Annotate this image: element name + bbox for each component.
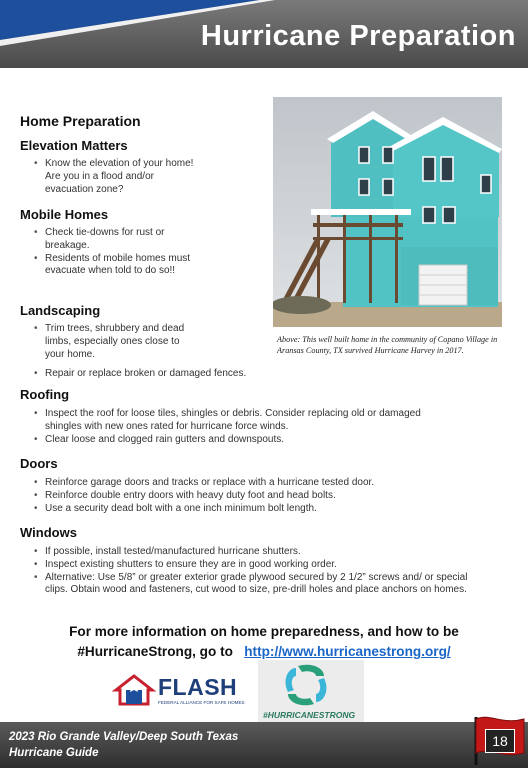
section-windows-title: Windows — [20, 525, 77, 540]
section-roofing-title: Roofing — [20, 387, 70, 402]
page-footer — [0, 722, 528, 768]
list-item: • Alternative: Use 5/8” or greater exterior grade plywood secured by 2 1/2” screws and/ or special clips. Obtain wood and fasteners, cut wood to size, pre-drill holes and place anchors on homes. — [34, 572, 474, 598]
house-photo — [273, 97, 502, 327]
more-info-prefix: #HurricaneStrong, go to — [77, 644, 233, 659]
footer-guide-title: 2023 Rio Grande Valley/Deep South Texas — [9, 731, 239, 743]
list-item: • Repair or replace broken or damaged fences. — [34, 368, 334, 381]
section-doors-title: Doors — [20, 456, 58, 471]
flash-name: FLASH — [158, 674, 238, 700]
section-elevation-title: Elevation Matters — [20, 138, 128, 153]
flash-logo[interactable] — [112, 670, 244, 710]
list-item: • Reinforce garage doors and tracks or replace with a hurricane tested door. — [34, 477, 474, 490]
roofing-list — [34, 408, 454, 446]
list-item: • Trim trees, shrubbery and dead limbs, especially ones close to your home. — [34, 323, 194, 361]
list-item: • Clear loose and clogged rain gutters and downspouts. — [34, 434, 454, 447]
section-landscaping-title: Landscaping — [20, 303, 101, 318]
doors-list — [34, 477, 474, 515]
list-item: • Reinforce double entry doors with heavy duty foot and head bolts. — [34, 490, 474, 503]
list-item: • Residents of mobile homes must evacuate when told to do so!! — [34, 253, 204, 279]
list-item: • Use a security dead bolt with a one inch minimum bolt length. — [34, 503, 474, 516]
house-illustration — [273, 97, 502, 327]
list-item: • Know the elevation of your home! Are you in a flood and/or evacuation zone? — [34, 158, 204, 196]
hurricanestrong-text: #HURRICANESTRONG — [263, 710, 356, 720]
more-info — [20, 622, 508, 662]
flash-tagline: FEDERAL ALLIANCE FOR SAFE HOMES — [158, 700, 245, 705]
list-item: • Check tie-downs for rust or breakage. — [34, 227, 204, 253]
home-prep-heading: Home Preparation — [20, 113, 141, 129]
page-title: Hurricane Preparation — [200, 20, 516, 52]
list-item: • Inspect existing shutters to ensure they are in good working order. — [34, 559, 474, 572]
more-info-line1: For more information on home preparedness, and how to be — [69, 624, 459, 639]
footer-guide-subtitle: Hurricane Guide — [9, 747, 99, 759]
hurricanestrong-link[interactable]: http://www.hurricanestrong.org/ — [244, 644, 451, 659]
mobile-homes-list — [34, 227, 204, 278]
hurricanestrong-logo[interactable] — [258, 660, 364, 722]
landscaping-list — [34, 323, 194, 361]
page-header — [0, 0, 528, 68]
list-item: • Inspect the roof for loose tiles, shingles or debris. Consider replacing old or damaged shingles with new ones rated for hurricane force winds. — [34, 408, 454, 434]
section-mobile-homes-title: Mobile Homes — [20, 207, 109, 222]
windows-list — [34, 546, 474, 597]
landscaping-list-2 — [34, 368, 334, 381]
list-item: • If possible, install tested/manufactured hurricane shutters. — [34, 546, 474, 559]
page-number: 18 — [485, 729, 515, 753]
more-info-line2 — [20, 642, 508, 662]
elevation-list — [34, 158, 204, 196]
photo-caption: Above: This well built home in the community of Copano Village in Aransas County, TX survived Hurricane Harvey in 2017. — [277, 335, 498, 355]
